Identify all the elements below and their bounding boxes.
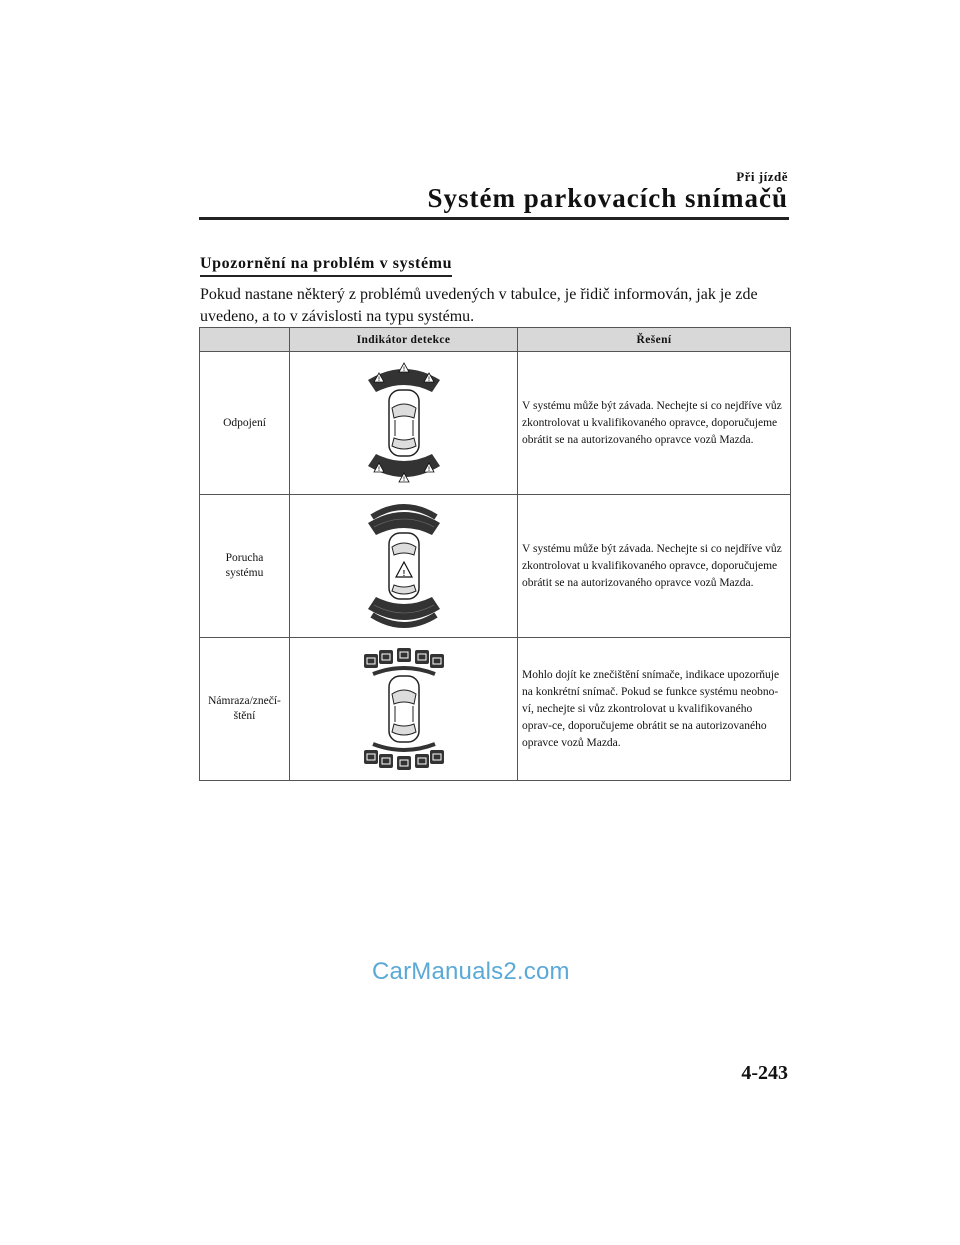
svg-text:!: ! <box>427 467 430 473</box>
solution-cell: V systému může být závada. Nechejte si co nejdříve vůz zkontrolovat u kvalifikovaného opravce, doporučujeme obrátit se na autorizovaného opravce vozů Mazda. <box>518 495 791 638</box>
watermark-link[interactable]: CarManuals2.com <box>372 958 570 985</box>
page-title: Systém parkovacích snímačů <box>427 183 788 213</box>
warning-table <box>199 327 791 781</box>
svg-text:!: ! <box>402 569 405 578</box>
table-header-indicator: Indikátor detekce <box>290 328 518 352</box>
indicator-cell <box>290 352 518 495</box>
svg-text:!: ! <box>427 377 430 383</box>
svg-text:!: ! <box>377 467 380 473</box>
table-row <box>200 638 791 781</box>
system-fault-icon <box>364 503 444 629</box>
indicator-cell <box>290 638 518 781</box>
condition-cell: Odpojení <box>200 352 290 495</box>
svg-text:!: ! <box>402 367 405 373</box>
section-heading: Upozornění na problém v systému <box>200 255 452 277</box>
table-header-condition <box>200 328 290 352</box>
svg-text:!: ! <box>377 377 380 383</box>
intro-paragraph: Pokud nastane některý z problémů uvedených v tabulce, je řidič informován, jak je zde uvedeno, a to v závislosti na typu systému. <box>200 286 758 325</box>
condition-cell: Porucha systému <box>200 495 290 638</box>
table-row <box>200 495 791 638</box>
svg-text:!: ! <box>402 477 405 483</box>
solution-cell: Mohlo dojít ke znečištění snímače, indikace upozorňuje na konkrétní snímač. Pokud se funkce systému neobno-ví, nechejte si vůz zkontrolovat u kvalifikovaného oprav-ce, doporučujeme obrátit se na autorizovaného opravce vozů Mazda. <box>518 638 791 781</box>
chapter-label: Při jízdě <box>736 169 788 184</box>
table-header-solution: Řešení <box>518 328 791 352</box>
header-divider <box>199 217 789 220</box>
page-number: 4-243 <box>741 1062 788 1084</box>
disconnected-sensors-icon <box>364 360 444 486</box>
table-row <box>200 352 791 495</box>
table-header-row <box>200 328 791 352</box>
dirty-sensors-icon <box>361 646 447 772</box>
indicator-cell <box>290 495 518 638</box>
condition-cell: Námraza/znečí- štění <box>200 638 290 781</box>
solution-cell: V systému může být závada. Nechejte si co nejdříve vůz zkontrolovat u kvalifikovaného opravce, doporučujeme obrátit se na autorizovaného opravce vozů Mazda. <box>518 352 791 495</box>
